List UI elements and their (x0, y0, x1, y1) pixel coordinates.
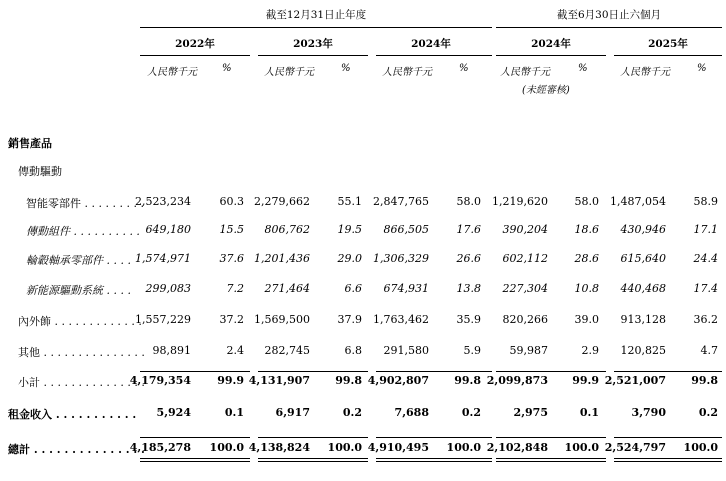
amount-cell: 2,847,765 (373, 195, 429, 208)
percent-cell: 24.4 (693, 252, 718, 265)
row-label: 新能源驅動系統 . . . . (26, 284, 131, 297)
row-label: 傳動組件 . . . . . . . . . . (26, 225, 140, 238)
amount-cell: 59,987 (509, 344, 548, 357)
amount-cell: 2,524,797 (604, 441, 666, 454)
amount-cell: 299,083 (145, 282, 191, 295)
year-rule-5 (614, 55, 722, 56)
total-double-rule (376, 458, 492, 462)
amount-cell: 2,523,234 (135, 195, 191, 208)
percent-cell: 5.9 (463, 344, 481, 357)
amount-cell: 4,131,907 (248, 374, 310, 387)
percent-cell: 26.6 (456, 252, 481, 265)
percent-cell: 99.9 (217, 374, 244, 387)
year-header-2025-interim: 2025年 (648, 38, 688, 50)
year-rule-1 (140, 55, 250, 56)
percent-cell: 17.6 (456, 223, 481, 236)
total-top-rule (496, 437, 606, 438)
unit-amount-2025-interim: 人民幣千元 (620, 67, 670, 78)
amount-cell: 2,279,662 (254, 195, 310, 208)
unit-amount-2024: 人民幣千元 (382, 67, 432, 78)
row-label: 傳動驅動 (18, 165, 62, 178)
amount-cell: 1,574,971 (135, 252, 191, 265)
percent-cell: 0.2 (461, 406, 481, 419)
amount-cell: 6,917 (275, 406, 310, 419)
amount-cell: 1,201,436 (254, 252, 310, 265)
percent-cell: 36.2 (693, 313, 718, 326)
amount-cell: 2,521,007 (604, 374, 666, 387)
unaudited-note: (未經審核) (522, 85, 570, 96)
amount-cell: 282,745 (264, 344, 310, 357)
amount-cell: 1,487,054 (610, 195, 666, 208)
percent-cell: 99.8 (691, 374, 718, 387)
amount-cell: 1,306,329 (373, 252, 429, 265)
percent-cell: 4.7 (700, 344, 718, 357)
year-header-2023: 2023年 (293, 38, 333, 50)
amount-cell: 820,266 (502, 313, 548, 326)
percent-cell: 37.6 (219, 252, 244, 265)
percent-cell: 18.6 (574, 223, 599, 236)
amount-cell: 649,180 (145, 223, 191, 236)
total-double-rule (140, 458, 250, 462)
amount-cell: 2,102,848 (486, 441, 548, 454)
percent-cell: 35.9 (456, 313, 481, 326)
amount-cell: 806,762 (264, 223, 310, 236)
amount-cell: 5,924 (156, 406, 191, 419)
percent-cell: 29.0 (337, 252, 362, 265)
amount-cell: 4,185,278 (129, 441, 191, 454)
percent-cell: 58.0 (574, 195, 599, 208)
amount-cell: 291,580 (383, 344, 429, 357)
row-label: 租金收入 . . . . . . . . . . . (8, 408, 137, 421)
year-rule-4 (496, 55, 606, 56)
percent-cell: 0.1 (224, 406, 244, 419)
row-label: 總計 . . . . . . . . . . . . . . . (8, 443, 145, 456)
percent-cell: 15.5 (219, 223, 244, 236)
percent-cell: 2.4 (226, 344, 244, 357)
percent-cell: 17.4 (693, 282, 718, 295)
annual-period-header: 截至12月31日止年度 (265, 9, 367, 21)
year-header-2022: 2022年 (175, 38, 215, 50)
subtotal-top-rule (140, 372, 722, 373)
amount-cell: 98,891 (152, 344, 191, 357)
amount-cell: 1,219,620 (492, 195, 548, 208)
interim-period-header: 截至6月30日止六個月 (556, 9, 662, 21)
percent-cell: 58.9 (693, 195, 718, 208)
row-label: 輪轂軸承零部件 . . . . (26, 254, 131, 267)
amount-cell: 440,468 (620, 282, 666, 295)
percent-cell: 39.0 (574, 313, 599, 326)
total-top-rule (376, 437, 492, 438)
unit-amount-2022: 人民幣千元 (147, 67, 197, 78)
amount-cell: 1,763,462 (373, 313, 429, 326)
amount-cell: 1,557,229 (135, 313, 191, 326)
percent-cell: 55.1 (337, 195, 362, 208)
unit-pct-2024: % (459, 63, 469, 74)
percent-cell: 0.2 (342, 406, 362, 419)
amount-cell: 4,902,807 (367, 374, 429, 387)
amount-cell: 866,505 (383, 223, 429, 236)
percent-cell: 100.0 (327, 441, 362, 454)
interim-group-rule (496, 27, 722, 28)
year-header-2024-interim: 2024年 (531, 38, 571, 50)
percent-cell: 99.8 (335, 374, 362, 387)
amount-cell: 4,138,824 (248, 441, 310, 454)
amount-cell: 430,946 (620, 223, 666, 236)
amount-cell: 674,931 (383, 282, 429, 295)
amount-cell: 120,825 (620, 344, 666, 357)
total-top-rule (258, 437, 368, 438)
percent-cell: 99.9 (572, 374, 599, 387)
amount-cell: 4,179,354 (129, 374, 191, 387)
amount-cell: 4,910,495 (367, 441, 429, 454)
row-label: 智能零部件 . . . . . . . . . (26, 197, 144, 210)
row-label: 小計 . . . . . . . . . . . . . . . (18, 376, 145, 389)
unit-pct-2023: % (341, 63, 351, 74)
unit-pct-2025-interim: % (697, 63, 707, 74)
percent-cell: 37.2 (219, 313, 244, 326)
amount-cell: 615,640 (620, 252, 666, 265)
percent-cell: 17.1 (693, 223, 718, 236)
amount-cell: 7,688 (394, 406, 429, 419)
row-label: 內外飾 . . . . . . . . . . . . . (18, 315, 142, 328)
percent-cell: 0.1 (579, 406, 599, 419)
amount-cell: 390,204 (502, 223, 548, 236)
total-double-rule (496, 458, 606, 462)
amount-cell: 1,569,500 (254, 313, 310, 326)
percent-cell: 100.0 (683, 441, 718, 454)
percent-cell: 2.9 (581, 344, 599, 357)
amount-cell: 271,464 (264, 282, 310, 295)
percent-cell: 37.9 (337, 313, 362, 326)
year-rule-3 (376, 55, 492, 56)
percent-cell: 99.8 (454, 374, 481, 387)
unit-pct-2022: % (222, 63, 232, 74)
total-top-rule (614, 437, 722, 438)
row-label: 銷售產品 (8, 137, 52, 150)
unit-pct-2024-interim: % (578, 63, 588, 74)
percent-cell: 100.0 (564, 441, 599, 454)
amount-cell: 2,975 (513, 406, 548, 419)
unit-amount-2024-interim: 人民幣千元 (500, 67, 550, 78)
total-double-rule (258, 458, 368, 462)
unit-amount-2023: 人民幣千元 (264, 67, 314, 78)
amount-cell: 227,304 (502, 282, 548, 295)
amount-cell: 3,790 (631, 406, 666, 419)
year-header-2024: 2024年 (411, 38, 451, 50)
annual-group-rule (140, 27, 492, 28)
amount-cell: 2,099,873 (486, 374, 548, 387)
percent-cell: 7.2 (226, 282, 244, 295)
percent-cell: 100.0 (446, 441, 481, 454)
total-double-rule (614, 458, 722, 462)
percent-cell: 58.0 (456, 195, 481, 208)
percent-cell: 28.6 (574, 252, 599, 265)
total-top-rule (140, 437, 250, 438)
year-rule-2 (258, 55, 368, 56)
amount-cell: 602,112 (502, 252, 548, 265)
amount-cell: 913,128 (620, 313, 666, 326)
percent-cell: 60.3 (219, 195, 244, 208)
percent-cell: 6.8 (344, 344, 362, 357)
percent-cell: 10.8 (574, 282, 599, 295)
percent-cell: 6.6 (344, 282, 362, 295)
percent-cell: 0.2 (698, 406, 718, 419)
row-label: 其他 . . . . . . . . . . . . . . . (18, 346, 145, 359)
percent-cell: 13.8 (456, 282, 481, 295)
percent-cell: 19.5 (337, 223, 362, 236)
percent-cell: 100.0 (209, 441, 244, 454)
